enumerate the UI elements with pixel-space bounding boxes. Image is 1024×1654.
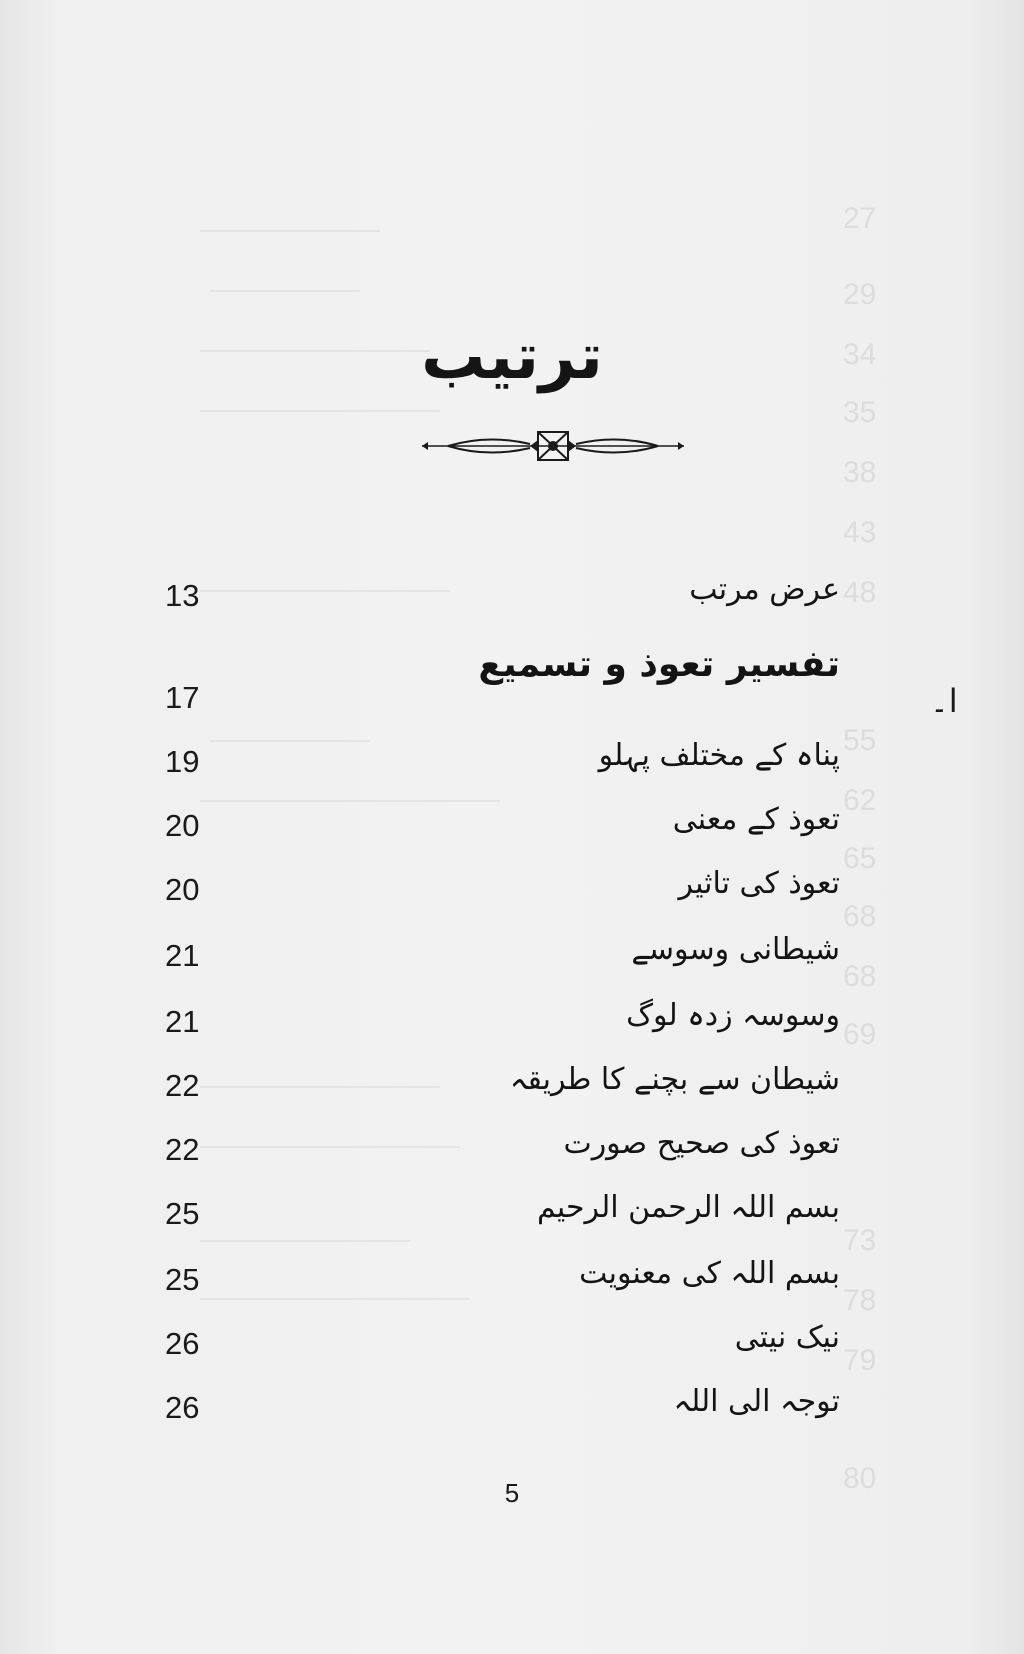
toc-entry-title: پناہ کے مختلف پہلو <box>598 738 840 773</box>
page-number-footer: 5 <box>504 1478 520 1508</box>
toc-entry <box>150 1384 840 1446</box>
toc-entry-title: تعوذ کی صحیح صورت <box>563 1126 840 1161</box>
toc-page-number: 22 <box>165 1068 200 1103</box>
toc-entry <box>150 644 840 736</box>
toc-entry <box>150 1256 840 1318</box>
toc-entry-title: وسوسہ زدہ لوگ <box>626 998 840 1033</box>
toc-entry <box>150 1126 840 1188</box>
chapter-number: ا۔ <box>930 682 958 720</box>
toc-entry <box>150 932 840 994</box>
book-page: 27 29 34 35 38 43 48 55 62 65 68 68 69 73 78 79 80 ترتیب ا۔ 13 عرض مرتب 17 تفسیر تعوذ و تسمیع 19 پناہ کے مختلف پہلو 20 تعوذ کے معنی 20 تعوذ کی تاثیر 21 شیطانی وسوسے 21 وسوسہ زدہ لوگ 22 شیطان سے بچنے کا طریقہ 22 تعوذ کی صحیح صورت 25 بسم اللہ الرحمن الرحیم 25 بسم اللہ کی معنویت 26 نیک نیتی 26 توجہ الی اللہ 5 <box>0 0 1024 1654</box>
toc-entry-title: تعوذ کے معنی <box>672 802 840 837</box>
toc-page-number: 26 <box>165 1326 200 1361</box>
toc-entry-title: تعوذ کی تاثیر <box>678 866 840 901</box>
toc-entry <box>150 572 840 634</box>
toc-entry <box>150 998 840 1060</box>
toc-chapter-title: تفسیر تعوذ و تسمیع <box>478 644 840 685</box>
toc-page-number: 13 <box>165 578 200 613</box>
toc-page-number: 26 <box>165 1390 200 1425</box>
toc-page-number: 17 <box>165 680 200 715</box>
toc-entry <box>150 866 840 928</box>
toc-page-number: 20 <box>165 808 200 843</box>
toc-entry <box>150 738 840 800</box>
toc-page-number: 21 <box>165 1004 200 1039</box>
toc-entry <box>150 1062 840 1124</box>
toc-entry <box>150 1190 840 1252</box>
toc-entry <box>150 1320 840 1382</box>
toc-entry-title: توجہ الی اللہ <box>673 1384 840 1419</box>
toc-page-number: 19 <box>165 744 200 779</box>
toc-page-number: 21 <box>165 938 200 973</box>
toc-entry-title: بسم اللہ الرحمن الرحیم <box>536 1190 840 1225</box>
page-title: ترتیب <box>421 320 603 394</box>
toc-page-number: 20 <box>165 872 200 907</box>
toc-entry-title: شیطان سے بچنے کا طریقہ <box>509 1062 840 1097</box>
title-ornament-divider <box>418 426 688 466</box>
toc-page-number: 22 <box>165 1132 200 1167</box>
toc-entry-title: بسم اللہ کی معنویت <box>579 1256 840 1291</box>
toc-page-number: 25 <box>165 1196 200 1231</box>
toc-page-number: 25 <box>165 1262 200 1297</box>
toc-entry-title: شیطانی وسوسے <box>631 932 840 967</box>
toc-entry-title: نیک نیتی <box>734 1320 840 1355</box>
toc-entry-title: عرض مرتب <box>689 572 840 607</box>
toc-entry <box>150 802 840 864</box>
